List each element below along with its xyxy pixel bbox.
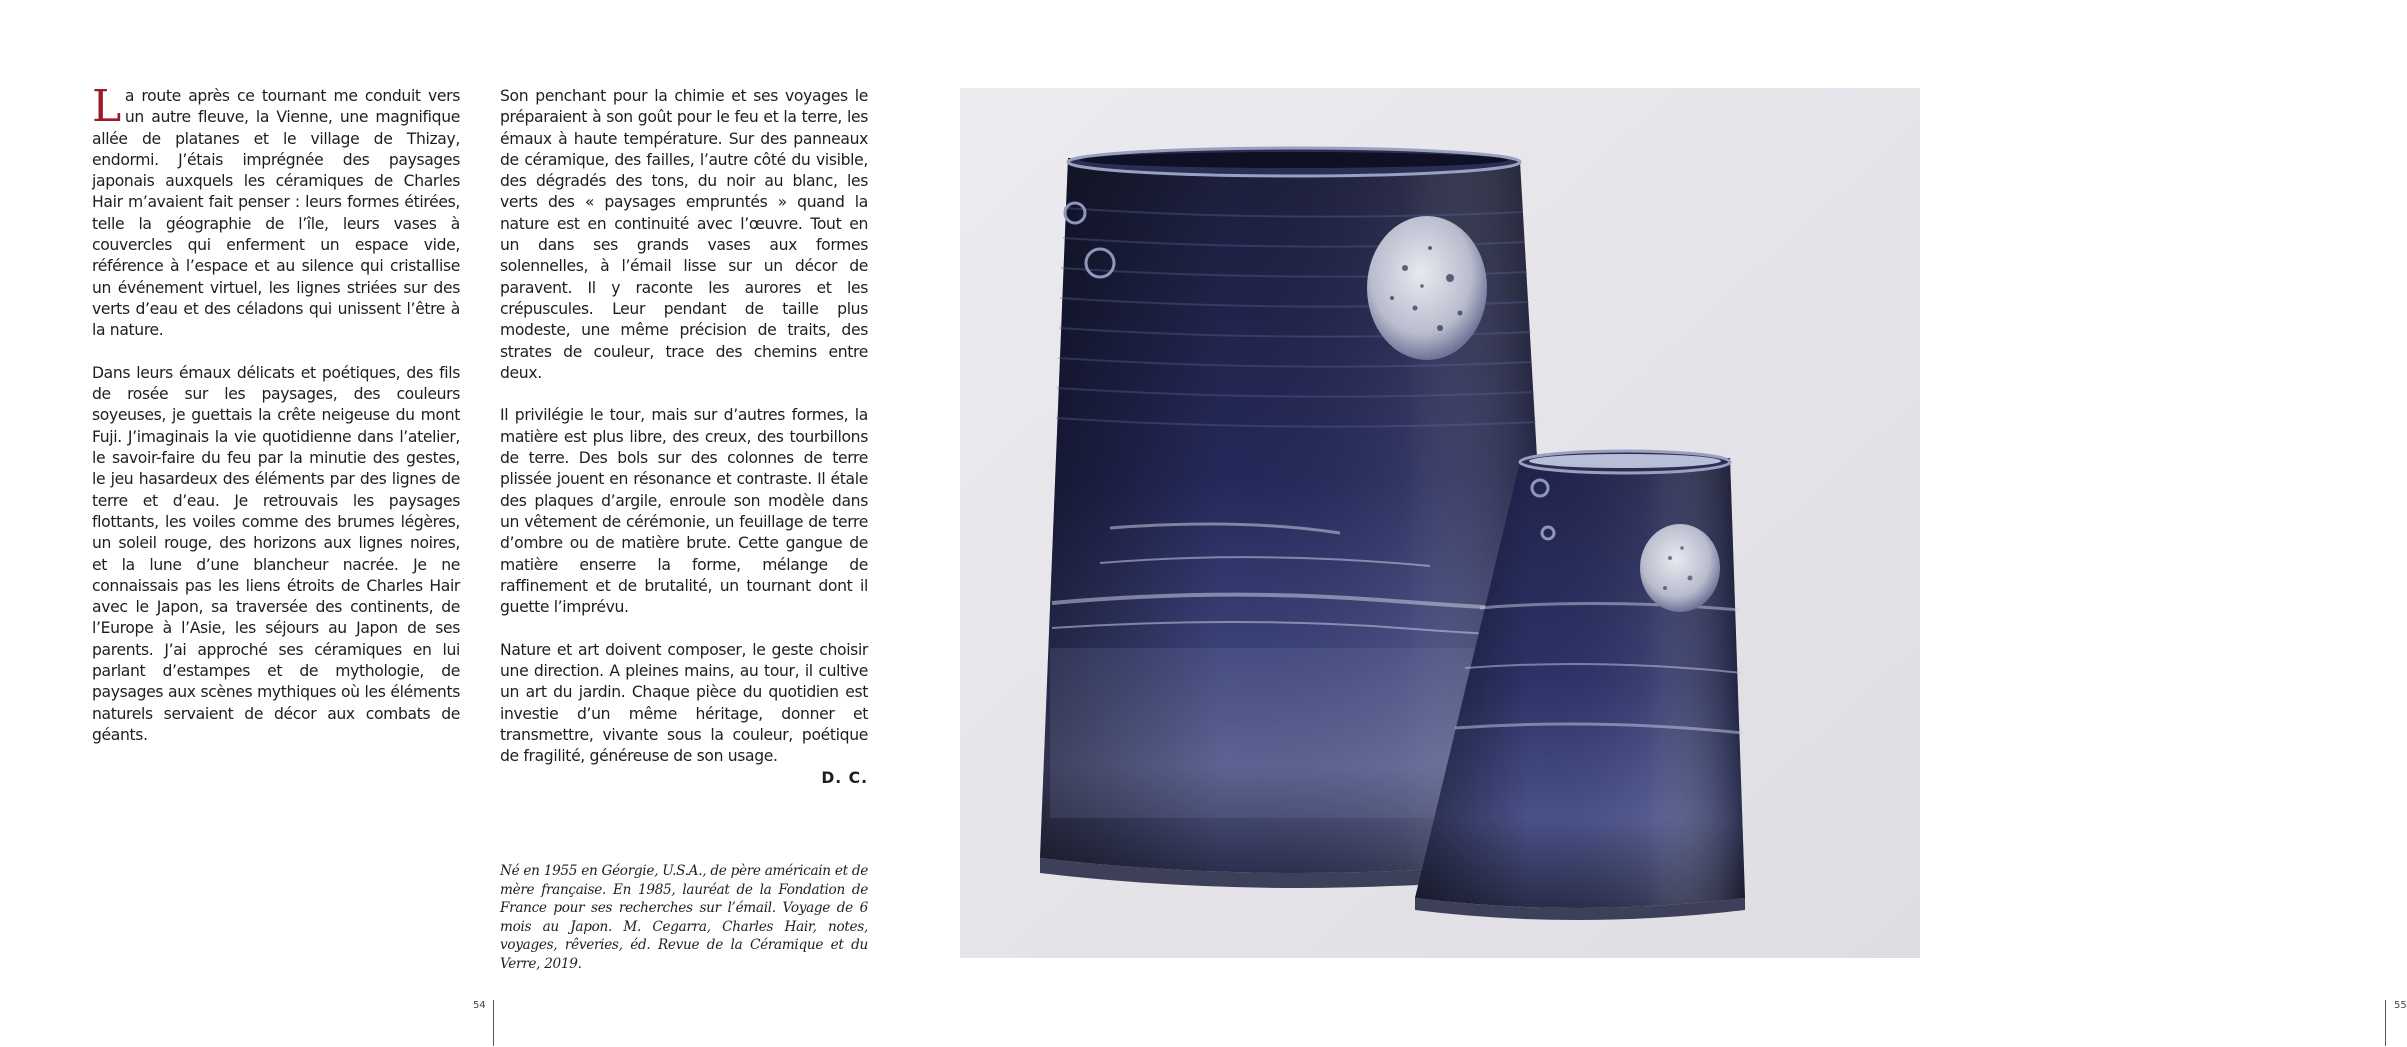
gutter-rule: [2385, 1000, 2386, 1046]
paragraph-text: a route après ce tournant me conduit vers un autre fleuve, la Vienne, une magnifique allée de platanes et le village de Thizay, endormi. J’étais imprégnée des paysages japonais auxquels les céramiques de Charles Hair m’avaient fait penser : leurs formes étirées, telle la géographie de l’île, leurs vases à couvercles qui enferment un espace vide, référence à l’espace et au silence qui cristallise un événement virtuel, les lignes striées sur des verts d’eau et des céladons qui unissent l’être à la nature.: [92, 87, 460, 340]
drop-cap: L: [92, 81, 121, 132]
text-column-1: [92, 81, 460, 768]
biography-note: Né en 1955 en Géorgie, U.S.A., de père américain et de mère française. En 1985, lauréat de la Fondation de France pour ses recherches sur l’émail. Voyage de 6 mois au Japon. M. Cegarra, Charles Hair, notes, voyages, rêveries, éd. Revue de la Céramique et du Verre, 2019.: [500, 863, 868, 972]
vases-illustration: [960, 88, 1920, 958]
moon-motif: [1367, 216, 1487, 360]
text-column-2: [500, 86, 868, 810]
ceramic-vases-photo: [960, 88, 1920, 958]
paragraph: Il privilégie le tour, mais sur d’autres formes, la matière est plus libre, des creux, des tourbillons de terre. Des bols sur des colonnes de terre plissée jouent en résonance et contraste. Il étale des plaques d’argile, enroule son modèle dans un vêtement de cérémonie, un feuillage de terre d’ombre ou de matière brute. Cette gangue de matière enserre la forme, mélange de raffinement et de brutalité, un tournant dont il guette l’imprévu.: [500, 406, 868, 617]
author-signature: D. C.: [821, 768, 868, 787]
gutter-rule: [493, 1000, 494, 1046]
paragraph: [92, 81, 460, 342]
paragraph: Son penchant pour la chimie et ses voyages le préparaient à son goût pour le feu et la terre, les émaux à haute température. Sur des panneaux de céramique, des failles, l’autre côté du visible, des dégradés des tons, du noir au blanc, les verts des « paysages empruntés » quand la nature est en continuité avec l’œuvre. Tout en un dans ses grands vases aux formes solennelles, à l’émail lisse sur un décor de paravent. Il y raconte les aurores et les crépuscules. Leur pendant de taille plus modeste, une même précision de traits, des strates de couleur, trace des chemins entre deux.: [500, 87, 868, 382]
paragraph: Nature et art doivent composer, le geste choisir une direction. A pleines mains, au tour, il cultive un art du jardin. Chaque pièce du quotidien est investie d’un même héritage, donner et transmettre, vivante sous la couleur, poétique de fragilité, généreuse de son usage.: [500, 640, 868, 766]
page-number: 55: [2394, 1000, 2407, 1011]
left-page: [0, 0, 960, 1047]
page-number: 54: [473, 1000, 486, 1011]
moon-motif: [1640, 524, 1720, 612]
paragraph: Dans leurs émaux délicats et poétiques, des fils de rosée sur les paysages, des couleurs soyeuses, je guettais la crête neigeuse du mont Fuji. J’imaginais la vie quotidienne dans l’atelier, le savoir-faire du feu par la minutie des gestes, le jeu hasardeux des éléments par des lignes de terre et d’eau. Je retrouvais les paysages flottants, les voiles comme des brumes légères, un soleil rouge, des horizons aux lignes noires, et la lune d’une blancheur nacrée. Je ne connaissais pas les liens étroits de Charles Hair avec le Japon, sa traversée des continents, de l’Europe à l’Asie, les séjours au Japon de ses parents. J’ai approché ses céramiques en lui parlant d’estampes et de mythologie, de paysages aux scènes mythiques où les éléments naturels servaient de décor aux combats de géants.: [92, 363, 460, 744]
